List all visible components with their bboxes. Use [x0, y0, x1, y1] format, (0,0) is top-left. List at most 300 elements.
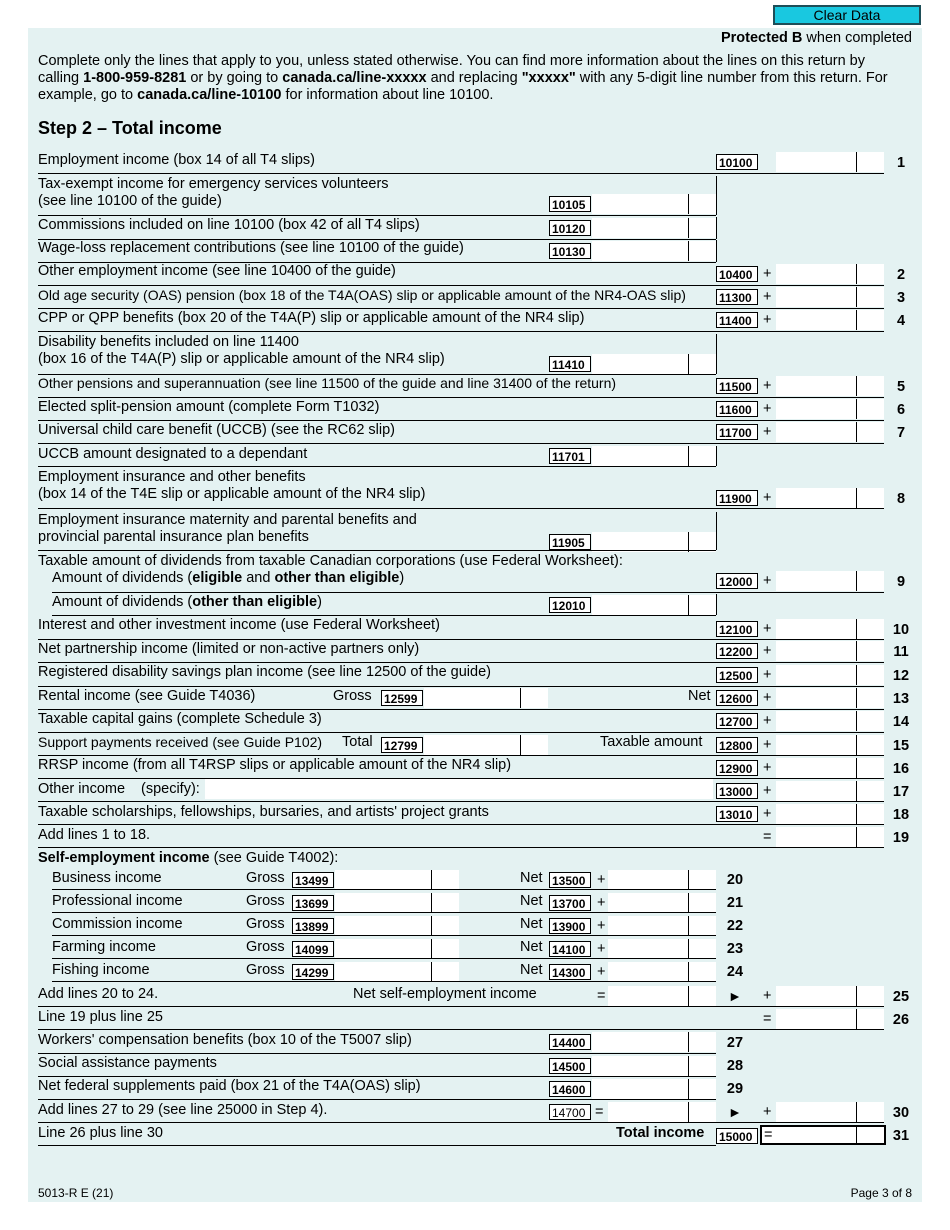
clear-data-button[interactable]: Clear Data: [773, 5, 921, 25]
line-8-amount[interactable]: [776, 488, 856, 508]
step-2-title: Step 2 – Total income: [38, 118, 222, 138]
line-12-number: 12: [892, 668, 910, 684]
rule-line: [38, 686, 884, 687]
line-23-net-label: Net: [520, 939, 543, 955]
line-23-label: Farming income: [52, 939, 156, 955]
line-29-label: Net federal supplements paid (box 21 of the T4A(OAS) slip): [38, 1078, 421, 1094]
line-10120-amount[interactable]: [592, 218, 688, 238]
field-divider: [716, 176, 717, 215]
line-18-amount[interactable]: [776, 804, 856, 824]
line-12599-amount-cents[interactable]: [520, 688, 548, 708]
line-9-label-part: eligible: [192, 570, 243, 586]
line-4-number: 4: [896, 313, 906, 329]
line-22-label: Commission income: [52, 916, 183, 932]
line-11-op: +: [763, 643, 772, 659]
line-23-gross-label: Gross: [246, 939, 285, 955]
line-15-op: +: [763, 737, 772, 753]
line-13-net-label: Net: [688, 688, 711, 704]
line-17-amount-cents[interactable]: [856, 781, 884, 801]
line-19-label: Add lines 1 to 18.: [38, 827, 151, 843]
line-12599-amount[interactable]: [424, 688, 520, 708]
line-11300-code: 11300: [716, 289, 758, 305]
rule-line: [38, 847, 884, 848]
rule-line: [38, 508, 884, 509]
line-5-label: Other pensions and superannuation (see line 11500 of the guide and line 31400 of the return): [38, 375, 617, 391]
line-12500-code: 12500: [716, 667, 758, 683]
line-22-number: 22: [726, 918, 744, 934]
line-15-label: Support payments received (see Guide P102): [38, 734, 323, 750]
line-11400-code: 11400: [716, 312, 758, 328]
phone-number: 1-800-959-8281: [83, 70, 187, 86]
line-6-label: Elected split-pension amount (complete Form T1032): [38, 399, 380, 415]
line-11410-code: 11410: [549, 356, 591, 372]
line-11700-code: 11700: [716, 424, 758, 440]
line-13500-amount-cents[interactable]: [688, 870, 716, 890]
line-2-amount[interactable]: [776, 264, 856, 284]
rule-line: [38, 285, 884, 286]
line-10-label: Interest and other investment income (use Federal Worksheet): [38, 617, 440, 633]
rule-line: [38, 732, 884, 733]
rule-line: [38, 443, 884, 444]
line-20-label: Business income: [52, 870, 162, 886]
rule-line: [38, 173, 884, 174]
line-17-specify-label: (specify):: [141, 781, 200, 797]
line-13700-amount[interactable]: [608, 893, 688, 913]
rule-line: [38, 420, 884, 421]
rule-line: [38, 755, 884, 756]
line-11701-label: UCCB amount designated to a dependant: [38, 446, 308, 462]
line-21-gross-label: Gross: [246, 893, 285, 909]
line-12-label: Registered disability savings plan income (see line 12500 of the guide): [38, 664, 491, 680]
line-17-amount[interactable]: [776, 781, 856, 801]
line-28-amount-cents[interactable]: [688, 1056, 716, 1076]
line-26-amount[interactable]: [776, 1009, 856, 1029]
rule-line: [52, 592, 884, 593]
line-22-gross-label: Gross: [246, 916, 285, 932]
line-15-number: 15: [892, 738, 910, 754]
line-28-amount[interactable]: [592, 1056, 688, 1076]
line-6-amount[interactable]: [776, 399, 856, 419]
line-13899-amount[interactable]: [335, 916, 431, 936]
line-12200-code: 12200: [716, 643, 758, 659]
rule-line: [38, 1029, 884, 1030]
line-24-label: Fishing income: [52, 962, 150, 978]
line-14300-amount-cents[interactable]: [688, 962, 716, 982]
line-25-label: Add lines 20 to 24.: [38, 986, 159, 1002]
page-number: Page 3 of 8: [850, 1186, 912, 1200]
line-14100-amount[interactable]: [608, 939, 688, 959]
line-14700-amount[interactable]: [608, 1102, 688, 1122]
line-3-amount[interactable]: [776, 287, 856, 307]
line-13-label: Rental income (see Guide T4036): [38, 688, 256, 704]
line-10400-code: 10400: [716, 266, 758, 282]
line-6-amount-cents[interactable]: [856, 399, 884, 419]
xxxxx-token: "xxxxx": [521, 70, 576, 86]
line-13500-amount[interactable]: [608, 870, 688, 890]
line-13499-amount-cents[interactable]: [431, 870, 459, 890]
line-26-number: 26: [892, 1012, 910, 1028]
line-27-number: 27: [726, 1035, 744, 1051]
line-10-op: +: [763, 621, 772, 637]
line-11905-code: 11905: [549, 534, 591, 550]
rule-line: [38, 1122, 884, 1123]
intro-paragraph: [38, 53, 908, 104]
line-24-net-label: Net: [520, 962, 543, 978]
line-13010-code: 13010: [716, 806, 758, 822]
line-17-op: +: [763, 783, 772, 799]
line-12599-code: 12599: [381, 690, 423, 706]
line-30-label: Add lines 27 to 29 (see line 25000 in Step 4).: [38, 1102, 328, 1118]
line-30-number: 30: [892, 1105, 910, 1121]
line-12600-code: 12600: [716, 690, 758, 706]
line-7-amount[interactable]: [776, 422, 856, 442]
line-4-amount[interactable]: [776, 310, 856, 330]
line-29-amount-cents[interactable]: [688, 1079, 716, 1099]
line-6-op: +: [763, 401, 772, 417]
line-2-op: +: [763, 266, 772, 282]
line-8-amount-cents[interactable]: [856, 488, 884, 508]
line-11410-label-a: Disability benefits included on line 11400: [38, 334, 299, 350]
self-employment-heading-part: Self-employment income: [38, 850, 210, 866]
line-13-op: +: [763, 690, 772, 706]
total-income-label: Total income: [616, 1125, 705, 1141]
line-21-op: +: [597, 895, 606, 911]
line-17-specify-input[interactable]: [205, 779, 713, 799]
line-13699-code: 13699: [292, 895, 334, 911]
field-divider: [716, 217, 717, 239]
line-20-net-label: Net: [520, 870, 543, 886]
line-26-label: Line 19 plus line 25: [38, 1009, 163, 1025]
field-divider: [716, 512, 717, 550]
line-13-amount[interactable]: [776, 688, 856, 708]
line-12700-code: 12700: [716, 713, 758, 729]
line-25-sum-op: =: [597, 988, 606, 1004]
rule-line: [38, 801, 884, 802]
line-18-label: Taxable scholarships, fellowships, bursaries, and artists' project grants: [38, 804, 489, 820]
field-divider: [716, 240, 717, 262]
line-3-op: +: [763, 289, 772, 305]
line-8-op: +: [763, 490, 772, 506]
line-16-amount[interactable]: [776, 758, 856, 778]
line-14100-amount-cents[interactable]: [688, 939, 716, 959]
line-12010-label-part: Amount of dividends (: [52, 594, 193, 610]
line-15000-code: 15000: [716, 1128, 758, 1144]
line-12-amount-cents[interactable]: [856, 665, 884, 685]
line-21-number: 21: [726, 895, 744, 911]
line-13699-amount-cents[interactable]: [431, 893, 459, 913]
line-1-amount[interactable]: [776, 152, 856, 172]
self-employment-heading: [38, 850, 338, 867]
line-5-op: +: [763, 378, 772, 394]
line-11701-amount[interactable]: [592, 446, 688, 466]
form-id: 5013-R E (21): [38, 1186, 114, 1200]
rule-line: [38, 662, 884, 663]
line-10-amount[interactable]: [776, 619, 856, 639]
line-14299-amount-cents[interactable]: [431, 962, 459, 982]
line-5-amount-cents[interactable]: [856, 376, 884, 396]
line-18-number: 18: [892, 807, 910, 823]
line-18-amount-cents[interactable]: [856, 804, 884, 824]
line-29-number: 29: [726, 1081, 744, 1097]
line-10130-label: Wage-loss replacement contributions (see line 10100 of the guide): [38, 240, 464, 256]
line-28-number: 28: [726, 1058, 744, 1074]
line-30-op: +: [763, 1104, 772, 1120]
line-16-amount-cents[interactable]: [856, 758, 884, 778]
line-11-amount[interactable]: [776, 641, 856, 661]
line-15-total-label: Total: [342, 734, 373, 750]
line-25-op: +: [763, 988, 772, 1004]
line-13900-amount[interactable]: [608, 916, 688, 936]
line-21-net-label: Net: [520, 893, 543, 909]
line-31-label: Line 26 plus line 30: [38, 1125, 163, 1141]
line-10130-amount-cents[interactable]: [688, 241, 716, 261]
rule-line: [52, 981, 716, 982]
line-20-gross-label: Gross: [246, 870, 285, 886]
line-31-op: =: [764, 1127, 773, 1143]
line-31-number: 31: [892, 1128, 910, 1144]
line-27-amount-cents[interactable]: [688, 1032, 716, 1052]
protected-b-notice: [721, 30, 912, 46]
line-10120-code: 10120: [549, 220, 591, 236]
line-14099-code: 14099: [292, 941, 334, 957]
line-23-number: 23: [726, 941, 744, 957]
line-14400-code: 14400: [549, 1034, 591, 1050]
line-12800-code: 12800: [716, 737, 758, 753]
line-12900-code: 12900: [716, 760, 758, 776]
line-9-op: +: [763, 573, 772, 589]
rule-line: [38, 709, 884, 710]
line-10130-code: 10130: [549, 243, 591, 259]
line-22-net-label: Net: [520, 916, 543, 932]
line-21-label: Professional income: [52, 893, 183, 909]
url-line-10100: canada.ca/line-10100: [137, 87, 282, 103]
line-16-label: RRSP income (from all T4RSP slips or applicable amount of the NR4 slip): [38, 757, 512, 773]
line-10-amount-cents[interactable]: [856, 619, 884, 639]
line-12010-code: 12010: [549, 597, 591, 613]
line-19-amount[interactable]: [776, 827, 856, 847]
line-10120-amount-cents[interactable]: [688, 218, 716, 238]
rule-line: [38, 824, 884, 825]
rule-line: [38, 331, 884, 332]
line-2-number: 2: [896, 267, 906, 283]
line-8-number: 8: [896, 491, 906, 507]
rule-line: [38, 550, 716, 551]
line-11905-label-b: provincial parental insurance plan benefits: [38, 529, 309, 545]
line-7-amount-cents[interactable]: [856, 422, 884, 442]
line-15-amount[interactable]: [776, 735, 856, 755]
line-13700-code: 13700: [549, 895, 591, 911]
line-24-op: +: [597, 964, 606, 980]
line-19-number: 19: [892, 830, 910, 846]
line-13000-code: 13000: [716, 783, 758, 799]
line-13900-amount-cents[interactable]: [688, 916, 716, 936]
total-income-amount[interactable]: [760, 1125, 886, 1145]
rule-line: [38, 1053, 716, 1054]
line-16-op: +: [763, 760, 772, 776]
line-11410-amount-cents[interactable]: [688, 354, 716, 374]
line-17-number: 17: [892, 784, 910, 800]
line-13700-amount-cents[interactable]: [688, 893, 716, 913]
line-12010-amount-cents[interactable]: [688, 595, 716, 615]
rule-line: [38, 1076, 716, 1077]
line-14299-amount[interactable]: [335, 962, 431, 982]
line-12799-amount[interactable]: [424, 735, 520, 755]
line-9-amount[interactable]: [776, 571, 856, 591]
line-27-amount[interactable]: [592, 1032, 688, 1052]
line-10120-label: Commissions included on line 10100 (box 42 of all T4 slips): [38, 217, 420, 233]
line-10100-code: 10100: [716, 154, 758, 170]
line-14-number: 14: [892, 714, 910, 730]
line-10105-code: 10105: [549, 196, 591, 212]
line-17-label: Other income: [38, 781, 126, 797]
line-10105-amount[interactable]: [592, 194, 688, 214]
line-14700-op: =: [595, 1104, 604, 1120]
line-10-number: 10: [892, 622, 910, 638]
line-12010-amount[interactable]: [592, 595, 688, 615]
line-9-amount-cents[interactable]: [856, 571, 884, 591]
line-13899-code: 13899: [292, 918, 334, 934]
line-5-amount[interactable]: [776, 376, 856, 396]
line-8-label-a: Employment insurance and other benefits: [38, 469, 306, 485]
intro-text-5: for information about line 10100.: [281, 87, 494, 103]
line-12-op: +: [763, 667, 772, 683]
line-11600-code: 11600: [716, 401, 758, 417]
line-13900-code: 13900: [549, 918, 591, 934]
rule-line: [38, 1006, 884, 1007]
line-3-amount-cents[interactable]: [856, 287, 884, 307]
line-13499-amount[interactable]: [335, 870, 431, 890]
line-27-label: Workers' compensation benefits (box 10 of the T5007 slip): [38, 1032, 412, 1048]
line-13-number: 13: [892, 691, 910, 707]
intro-text-2: or by going to: [186, 70, 283, 86]
line-14700-code: 14700: [549, 1104, 591, 1120]
line-10130-amount[interactable]: [592, 241, 688, 261]
rule-line: [38, 1145, 716, 1146]
line-25-number: 25: [892, 989, 910, 1005]
rule-line: [38, 397, 884, 398]
line-4-op: +: [763, 312, 772, 328]
rule-line: [52, 958, 716, 959]
line-7-op: +: [763, 424, 772, 440]
line-30-amount[interactable]: [776, 1102, 856, 1122]
line-14099-amount-cents[interactable]: [431, 939, 459, 959]
line-11701-amount-cents[interactable]: [688, 446, 716, 466]
line-11905-amount-cents[interactable]: [688, 532, 716, 552]
line-14100-code: 14100: [549, 941, 591, 957]
line-20-number: 20: [726, 872, 744, 888]
rule-line: [52, 912, 716, 913]
line-14099-amount[interactable]: [335, 939, 431, 959]
intro-text-4: with any 5-digit line number from this return. For example, go to: [38, 70, 888, 103]
line-12010-label-part: ): [317, 594, 322, 610]
protected-b-label: Protected B: [720, 30, 803, 46]
line-9-label: [52, 570, 404, 587]
self-employment-heading-part: (see Guide T4002):: [209, 850, 339, 866]
line-13-gross-label: Gross: [333, 688, 372, 704]
line-20-op: +: [597, 872, 606, 888]
line-10105-amount-cents[interactable]: [688, 194, 716, 214]
line-11701-code: 11701: [549, 448, 591, 464]
line-26-op: =: [763, 1011, 772, 1027]
line-11410-amount[interactable]: [592, 354, 688, 374]
url-line-xxxxx: canada.ca/line-xxxxx: [282, 70, 427, 86]
line-14300-amount[interactable]: [608, 962, 688, 982]
line-13-amount-cents[interactable]: [856, 688, 884, 708]
line-14299-code: 14299: [292, 964, 334, 980]
line-29-amount[interactable]: [592, 1079, 688, 1099]
line-13699-amount[interactable]: [335, 893, 431, 913]
line-24-gross-label: Gross: [246, 962, 285, 978]
line-4-amount-cents[interactable]: [856, 310, 884, 330]
line-4-label: CPP or QPP benefits (box 20 of the T4A(P) slip or applicable amount of the NR4 slip): [38, 310, 585, 326]
field-divider: [856, 1125, 857, 1145]
line-11905-label-a: Employment insurance maternity and parental benefits and: [38, 512, 417, 528]
line-14-amount[interactable]: [776, 711, 856, 731]
line-30-amount-cents[interactable]: [856, 1102, 884, 1122]
line-1-number: 1: [896, 155, 906, 171]
line-13899-amount-cents[interactable]: [431, 916, 459, 936]
line-14500-code: 14500: [549, 1058, 591, 1074]
field-divider: [716, 446, 717, 466]
line-12799-amount-cents[interactable]: [520, 735, 548, 755]
line-2-label: Other employment income (see line 10400 of the guide): [38, 263, 396, 279]
line-14700-amount-cents[interactable]: [688, 1102, 716, 1122]
line-19-op: =: [763, 829, 772, 845]
line-7-number: 7: [896, 425, 906, 441]
line-11-label: Net partnership income (limited or non-active partners only): [38, 641, 420, 657]
line-1-amount-cents[interactable]: [856, 152, 884, 172]
line-9-label-part: Amount of dividends (: [52, 570, 193, 586]
line-25-sum-amount[interactable]: [608, 986, 688, 1006]
line-15-amount-cents[interactable]: [856, 735, 884, 755]
rule-line: [38, 308, 884, 309]
line-15-taxable-label: Taxable amount: [600, 734, 703, 750]
line-11-amount-cents[interactable]: [856, 641, 884, 661]
line-24-number: 24: [726, 964, 744, 980]
line-28-label: Social assistance payments: [38, 1055, 217, 1071]
line-14-label: Taxable capital gains (complete Schedule 3): [38, 711, 322, 727]
line-14-op: +: [763, 713, 772, 729]
line-3-number: 3: [896, 290, 906, 306]
line-14-amount-cents[interactable]: [856, 711, 884, 731]
arrow-icon: ►: [728, 988, 742, 1004]
line-25-amount-cents[interactable]: [856, 986, 884, 1006]
rule-line: [38, 1099, 716, 1100]
line-11905-amount[interactable]: [592, 532, 688, 552]
protected-b-suffix: when completed: [802, 30, 912, 46]
line-25-amount[interactable]: [776, 986, 856, 1006]
line-12000-code: 12000: [716, 573, 758, 589]
line-11410-label-b: (box 16 of the T4A(P) slip or applicable amount of the NR4 slip): [38, 351, 445, 367]
line-13499-code: 13499: [292, 872, 334, 888]
line-9-heading: Taxable amount of dividends from taxable Canadian corporations (use Federal Worksheet):: [38, 553, 623, 569]
line-12-amount[interactable]: [776, 665, 856, 685]
line-2-amount-cents[interactable]: [856, 264, 884, 284]
rule-line: [38, 639, 884, 640]
line-23-op: +: [597, 941, 606, 957]
line-22-op: +: [597, 918, 606, 934]
line-19-amount-cents[interactable]: [856, 827, 884, 847]
rule-line: [52, 615, 716, 616]
line-25-sum-amount-cents[interactable]: [688, 986, 716, 1006]
line-12010-label: [52, 594, 322, 611]
rule-line: [52, 935, 716, 936]
line-14600-code: 14600: [549, 1081, 591, 1097]
line-9-label-part: other than eligible: [274, 570, 400, 586]
line-11500-code: 11500: [716, 378, 758, 394]
line-9-number: 9: [896, 574, 906, 590]
line-26-amount-cents[interactable]: [856, 1009, 884, 1029]
